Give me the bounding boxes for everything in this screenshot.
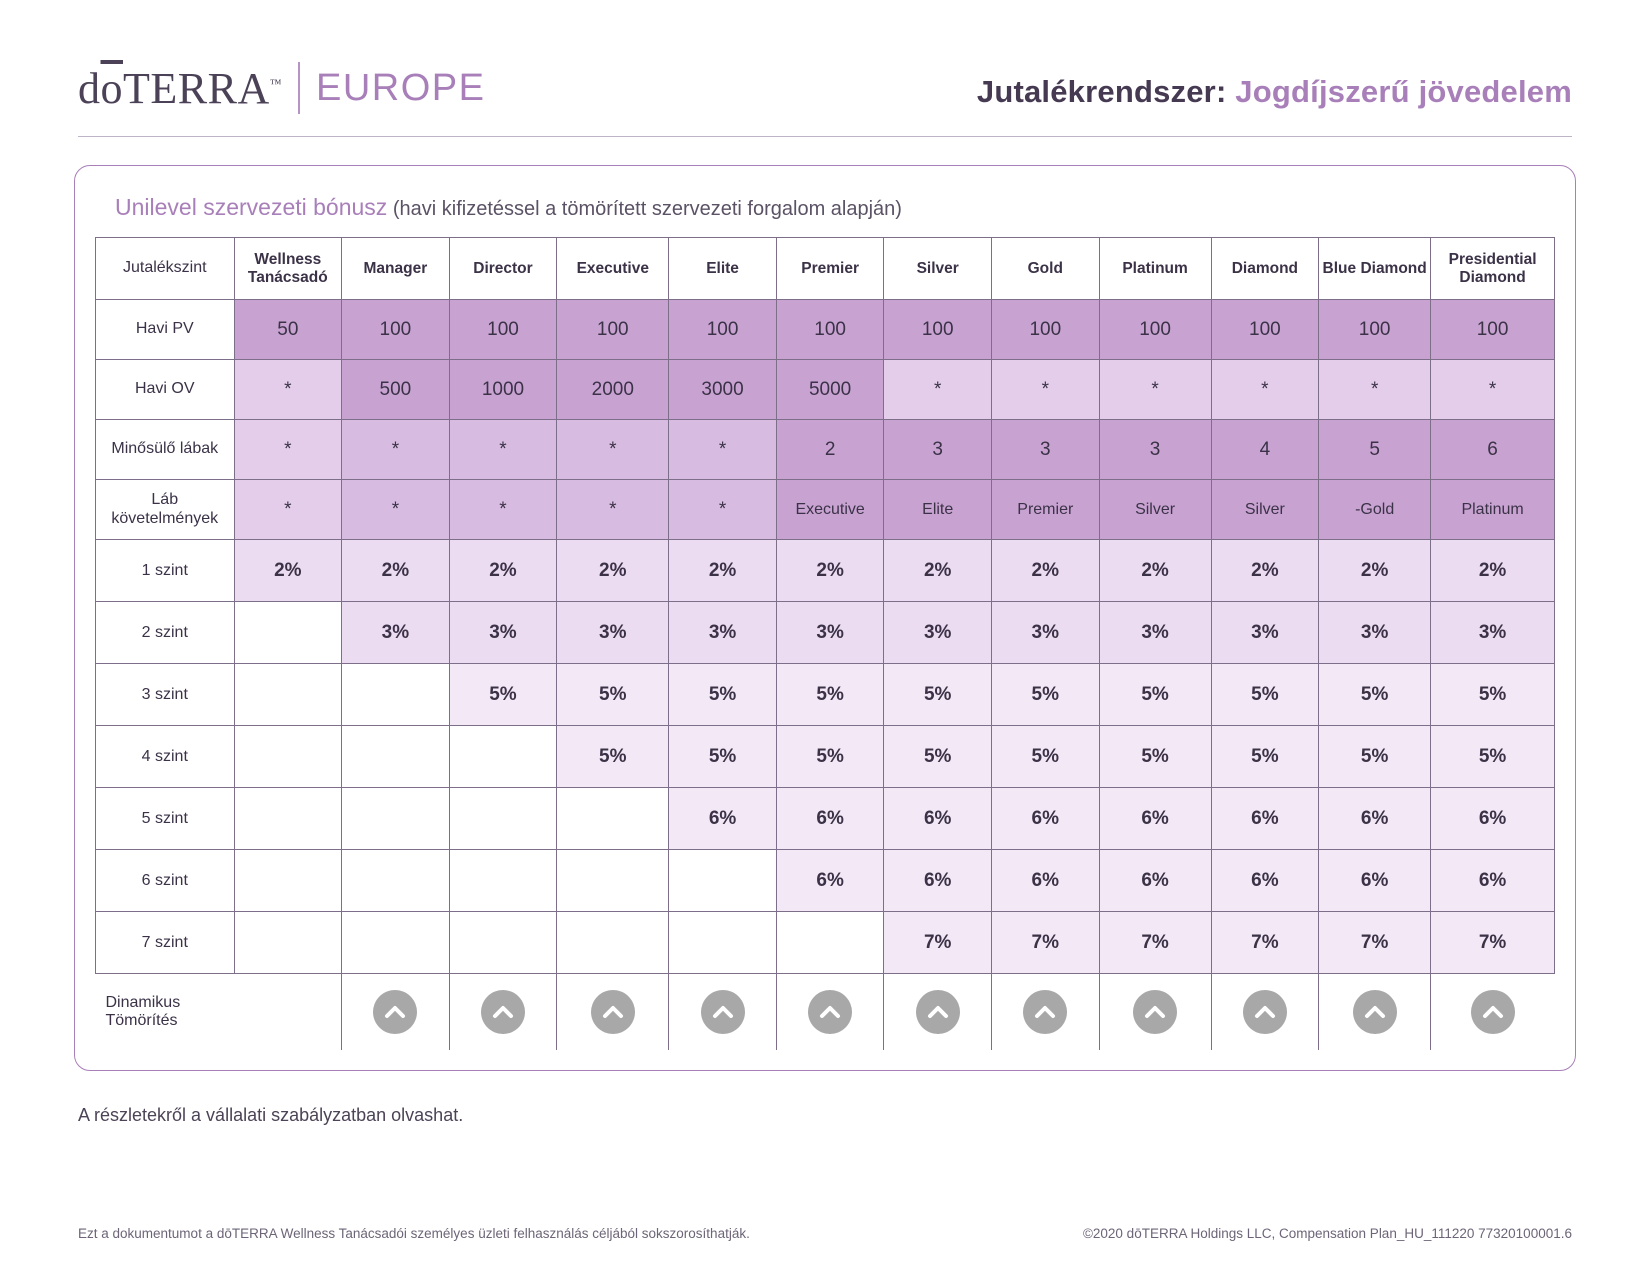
table-col-header-6: Premier — [776, 238, 884, 300]
cell-havi-ov-4: 3000 — [669, 360, 777, 420]
cell-l4-3: 5% — [557, 726, 669, 788]
table-header-row — [96, 238, 1555, 300]
cell-havi-ov-1: 500 — [342, 360, 450, 420]
cell-l3-6: 5% — [884, 664, 992, 726]
cell-havi-pv-10: 100 — [1319, 300, 1431, 360]
cell-minosulo-5: 2 — [776, 420, 884, 480]
cell-l6-6: 6% — [884, 850, 992, 912]
cell-l7-7: 7% — [992, 912, 1100, 974]
cell-l3-1 — [342, 664, 450, 726]
cell-havi-pv-4: 100 — [669, 300, 777, 360]
cell-l2-5: 3% — [776, 602, 884, 664]
dyn-cell-3 — [557, 974, 669, 1050]
table-col-header-2: Manager — [342, 238, 450, 300]
dyn-cell-2 — [449, 974, 557, 1050]
table-row — [96, 480, 1555, 540]
cell-l7-10: 7% — [1319, 912, 1431, 974]
cell-l4-2 — [449, 726, 557, 788]
cell-l5-3 — [557, 788, 669, 850]
chevron-up-circle-icon — [916, 990, 960, 1034]
cell-minosulo-4: * — [669, 420, 777, 480]
cell-lab-10: -Gold — [1319, 480, 1431, 540]
cell-l7-8: 7% — [1099, 912, 1211, 974]
cell-l6-4 — [669, 850, 777, 912]
cell-l7-0 — [234, 912, 342, 974]
cell-l4-5: 5% — [776, 726, 884, 788]
dyn-cell-8 — [1099, 974, 1211, 1050]
cell-l6-7: 6% — [992, 850, 1100, 912]
cell-l5-0 — [234, 788, 342, 850]
cell-l2-8: 3% — [1099, 602, 1211, 664]
dyn-cell-10 — [1319, 974, 1431, 1050]
cell-l3-3: 5% — [557, 664, 669, 726]
cell-lab-11: Platinum — [1431, 480, 1555, 540]
table-col-header-12: Presidential Diamond — [1431, 238, 1555, 300]
card-title-strong: Unilevel szervezeti bónusz — [115, 194, 388, 220]
cell-l2-0 — [234, 602, 342, 664]
page-title — [977, 74, 1572, 114]
cell-l3-4: 5% — [669, 664, 777, 726]
cell-lab-0: * — [234, 480, 342, 540]
cell-l2-9: 3% — [1211, 602, 1319, 664]
cell-l6-8: 6% — [1099, 850, 1211, 912]
cell-l6-11: 6% — [1431, 850, 1555, 912]
dyn-cell-6 — [884, 974, 992, 1050]
cell-l2-3: 3% — [557, 602, 669, 664]
dyn-cell-4 — [669, 974, 777, 1050]
table-row — [96, 360, 1555, 420]
cell-lab-9: Silver — [1211, 480, 1319, 540]
cell-l2-2: 3% — [449, 602, 557, 664]
table-col-header-11: Blue Diamond — [1319, 238, 1431, 300]
cell-lab-3: * — [557, 480, 669, 540]
cell-havi-ov-3: 2000 — [557, 360, 669, 420]
table-col-header-5: Elite — [669, 238, 777, 300]
cell-l5-8: 6% — [1099, 788, 1211, 850]
cell-minosulo-2: * — [449, 420, 557, 480]
cell-l3-0 — [234, 664, 342, 726]
dyn-cell-7 — [992, 974, 1100, 1050]
row-label-1-szint: 1 szint — [96, 540, 235, 602]
cell-l1-9: 2% — [1211, 540, 1319, 602]
row-label-havi-pv: Havi PV — [96, 300, 235, 360]
cell-l1-4: 2% — [669, 540, 777, 602]
cell-l5-9: 6% — [1211, 788, 1319, 850]
cell-havi-pv-8: 100 — [1099, 300, 1211, 360]
cell-l3-9: 5% — [1211, 664, 1319, 726]
row-label-havi-ov: Havi OV — [96, 360, 235, 420]
chevron-up-circle-icon — [701, 990, 745, 1034]
cell-l2-1: 3% — [342, 602, 450, 664]
cell-l1-8: 2% — [1099, 540, 1211, 602]
cell-lab-8: Silver — [1099, 480, 1211, 540]
page-footer — [0, 1226, 1650, 1241]
logo-divider — [298, 62, 300, 114]
cell-l1-3: 2% — [557, 540, 669, 602]
cell-havi-pv-11: 100 — [1431, 300, 1555, 360]
cell-lab-7: Premier — [992, 480, 1100, 540]
cell-l4-1 — [342, 726, 450, 788]
cell-l2-6: 3% — [884, 602, 992, 664]
cell-l4-7: 5% — [992, 726, 1100, 788]
cell-l6-9: 6% — [1211, 850, 1319, 912]
table-col-header-8: Gold — [992, 238, 1100, 300]
chevron-up-circle-icon — [1023, 990, 1067, 1034]
logo-wordmark — [78, 63, 282, 114]
row-label-2-szint: 2 szint — [96, 602, 235, 664]
chevron-up-circle-icon — [1133, 990, 1177, 1034]
chevron-up-circle-icon — [481, 990, 525, 1034]
table-row — [96, 602, 1555, 664]
cell-l6-3 — [557, 850, 669, 912]
chevron-up-circle-icon — [591, 990, 635, 1034]
row-label-3-szint: 3 szint — [96, 664, 235, 726]
table-row — [96, 912, 1555, 974]
header-divider — [78, 136, 1572, 137]
cell-l7-2 — [449, 912, 557, 974]
chevron-up-circle-icon — [1471, 990, 1515, 1034]
cell-l5-11: 6% — [1431, 788, 1555, 850]
commission-table — [95, 237, 1555, 1050]
card-title-rest: (havi kifizetéssel a tömörített szervezeti forgalom alapján) — [387, 198, 902, 220]
cell-minosulo-11: 6 — [1431, 420, 1555, 480]
cell-l7-11: 7% — [1431, 912, 1555, 974]
cell-minosulo-7: 3 — [992, 420, 1100, 480]
cell-havi-ov-11: * — [1431, 360, 1555, 420]
cell-l1-11: 2% — [1431, 540, 1555, 602]
footer-right-text: ©2020 dōTERRA Holdings LLC, Compensation Plan_HU_111220 77320100001.6 — [1082, 1226, 1572, 1241]
cell-l4-0 — [234, 726, 342, 788]
cell-l5-4: 6% — [669, 788, 777, 850]
cell-l1-7: 2% — [992, 540, 1100, 602]
table-row — [96, 788, 1555, 850]
cell-havi-ov-7: * — [992, 360, 1100, 420]
cell-l7-9: 7% — [1211, 912, 1319, 974]
row-label-lab-kovetelmenyek: Láb követelmények — [96, 480, 235, 540]
cell-l1-6: 2% — [884, 540, 992, 602]
cell-minosulo-8: 3 — [1099, 420, 1211, 480]
cell-havi-pv-1: 100 — [342, 300, 450, 360]
cell-l1-0: 2% — [234, 540, 342, 602]
cell-l3-7: 5% — [992, 664, 1100, 726]
chevron-up-circle-icon — [373, 990, 417, 1034]
cell-l4-11: 5% — [1431, 726, 1555, 788]
cell-minosulo-9: 4 — [1211, 420, 1319, 480]
cell-l3-5: 5% — [776, 664, 884, 726]
cell-lab-1: * — [342, 480, 450, 540]
table-row — [96, 850, 1555, 912]
cell-l4-4: 5% — [669, 726, 777, 788]
row-label-7-szint: 7 szint — [96, 912, 235, 974]
cell-l6-2 — [449, 850, 557, 912]
table-row-dynamic-compression — [96, 974, 1555, 1050]
cell-l1-2: 2% — [449, 540, 557, 602]
cell-l6-1 — [342, 850, 450, 912]
cell-l2-4: 3% — [669, 602, 777, 664]
cell-havi-ov-8: * — [1099, 360, 1211, 420]
cell-l5-6: 6% — [884, 788, 992, 850]
cell-l5-10: 6% — [1319, 788, 1431, 850]
footer-left-text: Ezt a dokumentumot a dōTERRA Wellness Tanácsadói személyes üzleti felhasználás céljából sokszorosíthatják. — [78, 1226, 750, 1241]
doterra-europe-logo — [78, 62, 485, 114]
cell-l1-1: 2% — [342, 540, 450, 602]
cell-l4-9: 5% — [1211, 726, 1319, 788]
cell-l1-5: 2% — [776, 540, 884, 602]
chevron-up-circle-icon — [1243, 990, 1287, 1034]
table-col-header-0: Jutalékszint — [96, 238, 235, 300]
dyn-cell-9 — [1211, 974, 1319, 1050]
cell-havi-ov-2: 1000 — [449, 360, 557, 420]
cell-lab-2: * — [449, 480, 557, 540]
table-col-header-4: Executive — [557, 238, 669, 300]
cell-l7-6: 7% — [884, 912, 992, 974]
row-label-minosulo-labak: Minősülő lábak — [96, 420, 235, 480]
table-col-header-3: Director — [449, 238, 557, 300]
cell-l5-1 — [342, 788, 450, 850]
cell-l3-11: 5% — [1431, 664, 1555, 726]
cell-l5-7: 6% — [992, 788, 1100, 850]
cell-havi-ov-6: * — [884, 360, 992, 420]
card-title — [115, 194, 1555, 221]
cell-l4-8: 5% — [1099, 726, 1211, 788]
cell-minosulo-0: * — [234, 420, 342, 480]
cell-havi-pv-6: 100 — [884, 300, 992, 360]
cell-l7-3 — [557, 912, 669, 974]
table-col-header-10: Diamond — [1211, 238, 1319, 300]
table-row — [96, 664, 1555, 726]
cell-lab-5: Executive — [776, 480, 884, 540]
trademark-icon: ™ — [269, 75, 282, 90]
cell-havi-ov-10: * — [1319, 360, 1431, 420]
cell-l5-2 — [449, 788, 557, 850]
dyn-cell-5 — [776, 974, 884, 1050]
cell-havi-pv-0: 50 — [234, 300, 342, 360]
row-label-dinamikus-tomorites: Dinamikus Tömörítés — [96, 974, 235, 1050]
cell-havi-pv-7: 100 — [992, 300, 1100, 360]
table-row — [96, 420, 1555, 480]
cell-l7-1 — [342, 912, 450, 974]
cell-l3-10: 5% — [1319, 664, 1431, 726]
table-col-header-7: Silver — [884, 238, 992, 300]
cell-l7-5 — [776, 912, 884, 974]
cell-havi-pv-9: 100 — [1211, 300, 1319, 360]
chevron-up-circle-icon — [1353, 990, 1397, 1034]
cell-havi-ov-5: 5000 — [776, 360, 884, 420]
table-row — [96, 726, 1555, 788]
cell-l1-10: 2% — [1319, 540, 1431, 602]
cell-l2-7: 3% — [992, 602, 1100, 664]
dyn-cell-11 — [1431, 974, 1555, 1050]
cell-havi-ov-9: * — [1211, 360, 1319, 420]
logo-region-label: EUROPE — [316, 66, 486, 109]
cell-l6-10: 6% — [1319, 850, 1431, 912]
cell-havi-pv-5: 100 — [776, 300, 884, 360]
cell-minosulo-10: 5 — [1319, 420, 1431, 480]
cell-l4-10: 5% — [1319, 726, 1431, 788]
table-row — [96, 300, 1555, 360]
table-col-header-9: Platinum — [1099, 238, 1211, 300]
page-header — [0, 0, 1650, 114]
cell-minosulo-3: * — [557, 420, 669, 480]
cell-l7-4 — [669, 912, 777, 974]
cell-havi-ov-0: * — [234, 360, 342, 420]
cell-l6-0 — [234, 850, 342, 912]
cell-l3-8: 5% — [1099, 664, 1211, 726]
cell-l6-5: 6% — [776, 850, 884, 912]
dyn-cell-1 — [342, 974, 450, 1050]
cell-lab-4: * — [669, 480, 777, 540]
cell-l4-6: 5% — [884, 726, 992, 788]
cell-minosulo-1: * — [342, 420, 450, 480]
unilevel-bonus-card — [74, 165, 1576, 1071]
dyn-cell-0 — [234, 974, 342, 1050]
row-label-5-szint: 5 szint — [96, 788, 235, 850]
cell-l3-2: 5% — [449, 664, 557, 726]
page-title-highlight: Jogdíjszerű jövedelem — [1235, 74, 1572, 109]
cell-havi-pv-2: 100 — [449, 300, 557, 360]
cell-minosulo-6: 3 — [884, 420, 992, 480]
page-title-prefix: Jutalékrendszer: — [976, 74, 1236, 109]
row-label-4-szint: 4 szint — [96, 726, 235, 788]
chevron-up-circle-icon — [808, 990, 852, 1034]
cell-l2-11: 3% — [1431, 602, 1555, 664]
logo-wordmark-text: $d\overline{o}TERRA$ — [78, 63, 270, 113]
cell-lab-6: Elite — [884, 480, 992, 540]
row-label-6-szint: 6 szint — [96, 850, 235, 912]
table-col-header-1: Wellness Tanácsadó — [234, 238, 342, 300]
cell-l5-5: 6% — [776, 788, 884, 850]
cell-l2-10: 3% — [1319, 602, 1431, 664]
table-row — [96, 540, 1555, 602]
cell-havi-pv-3: 100 — [557, 300, 669, 360]
footnote-text: A részletekről a vállalati szabályzatban olvashat. — [78, 1104, 464, 1125]
